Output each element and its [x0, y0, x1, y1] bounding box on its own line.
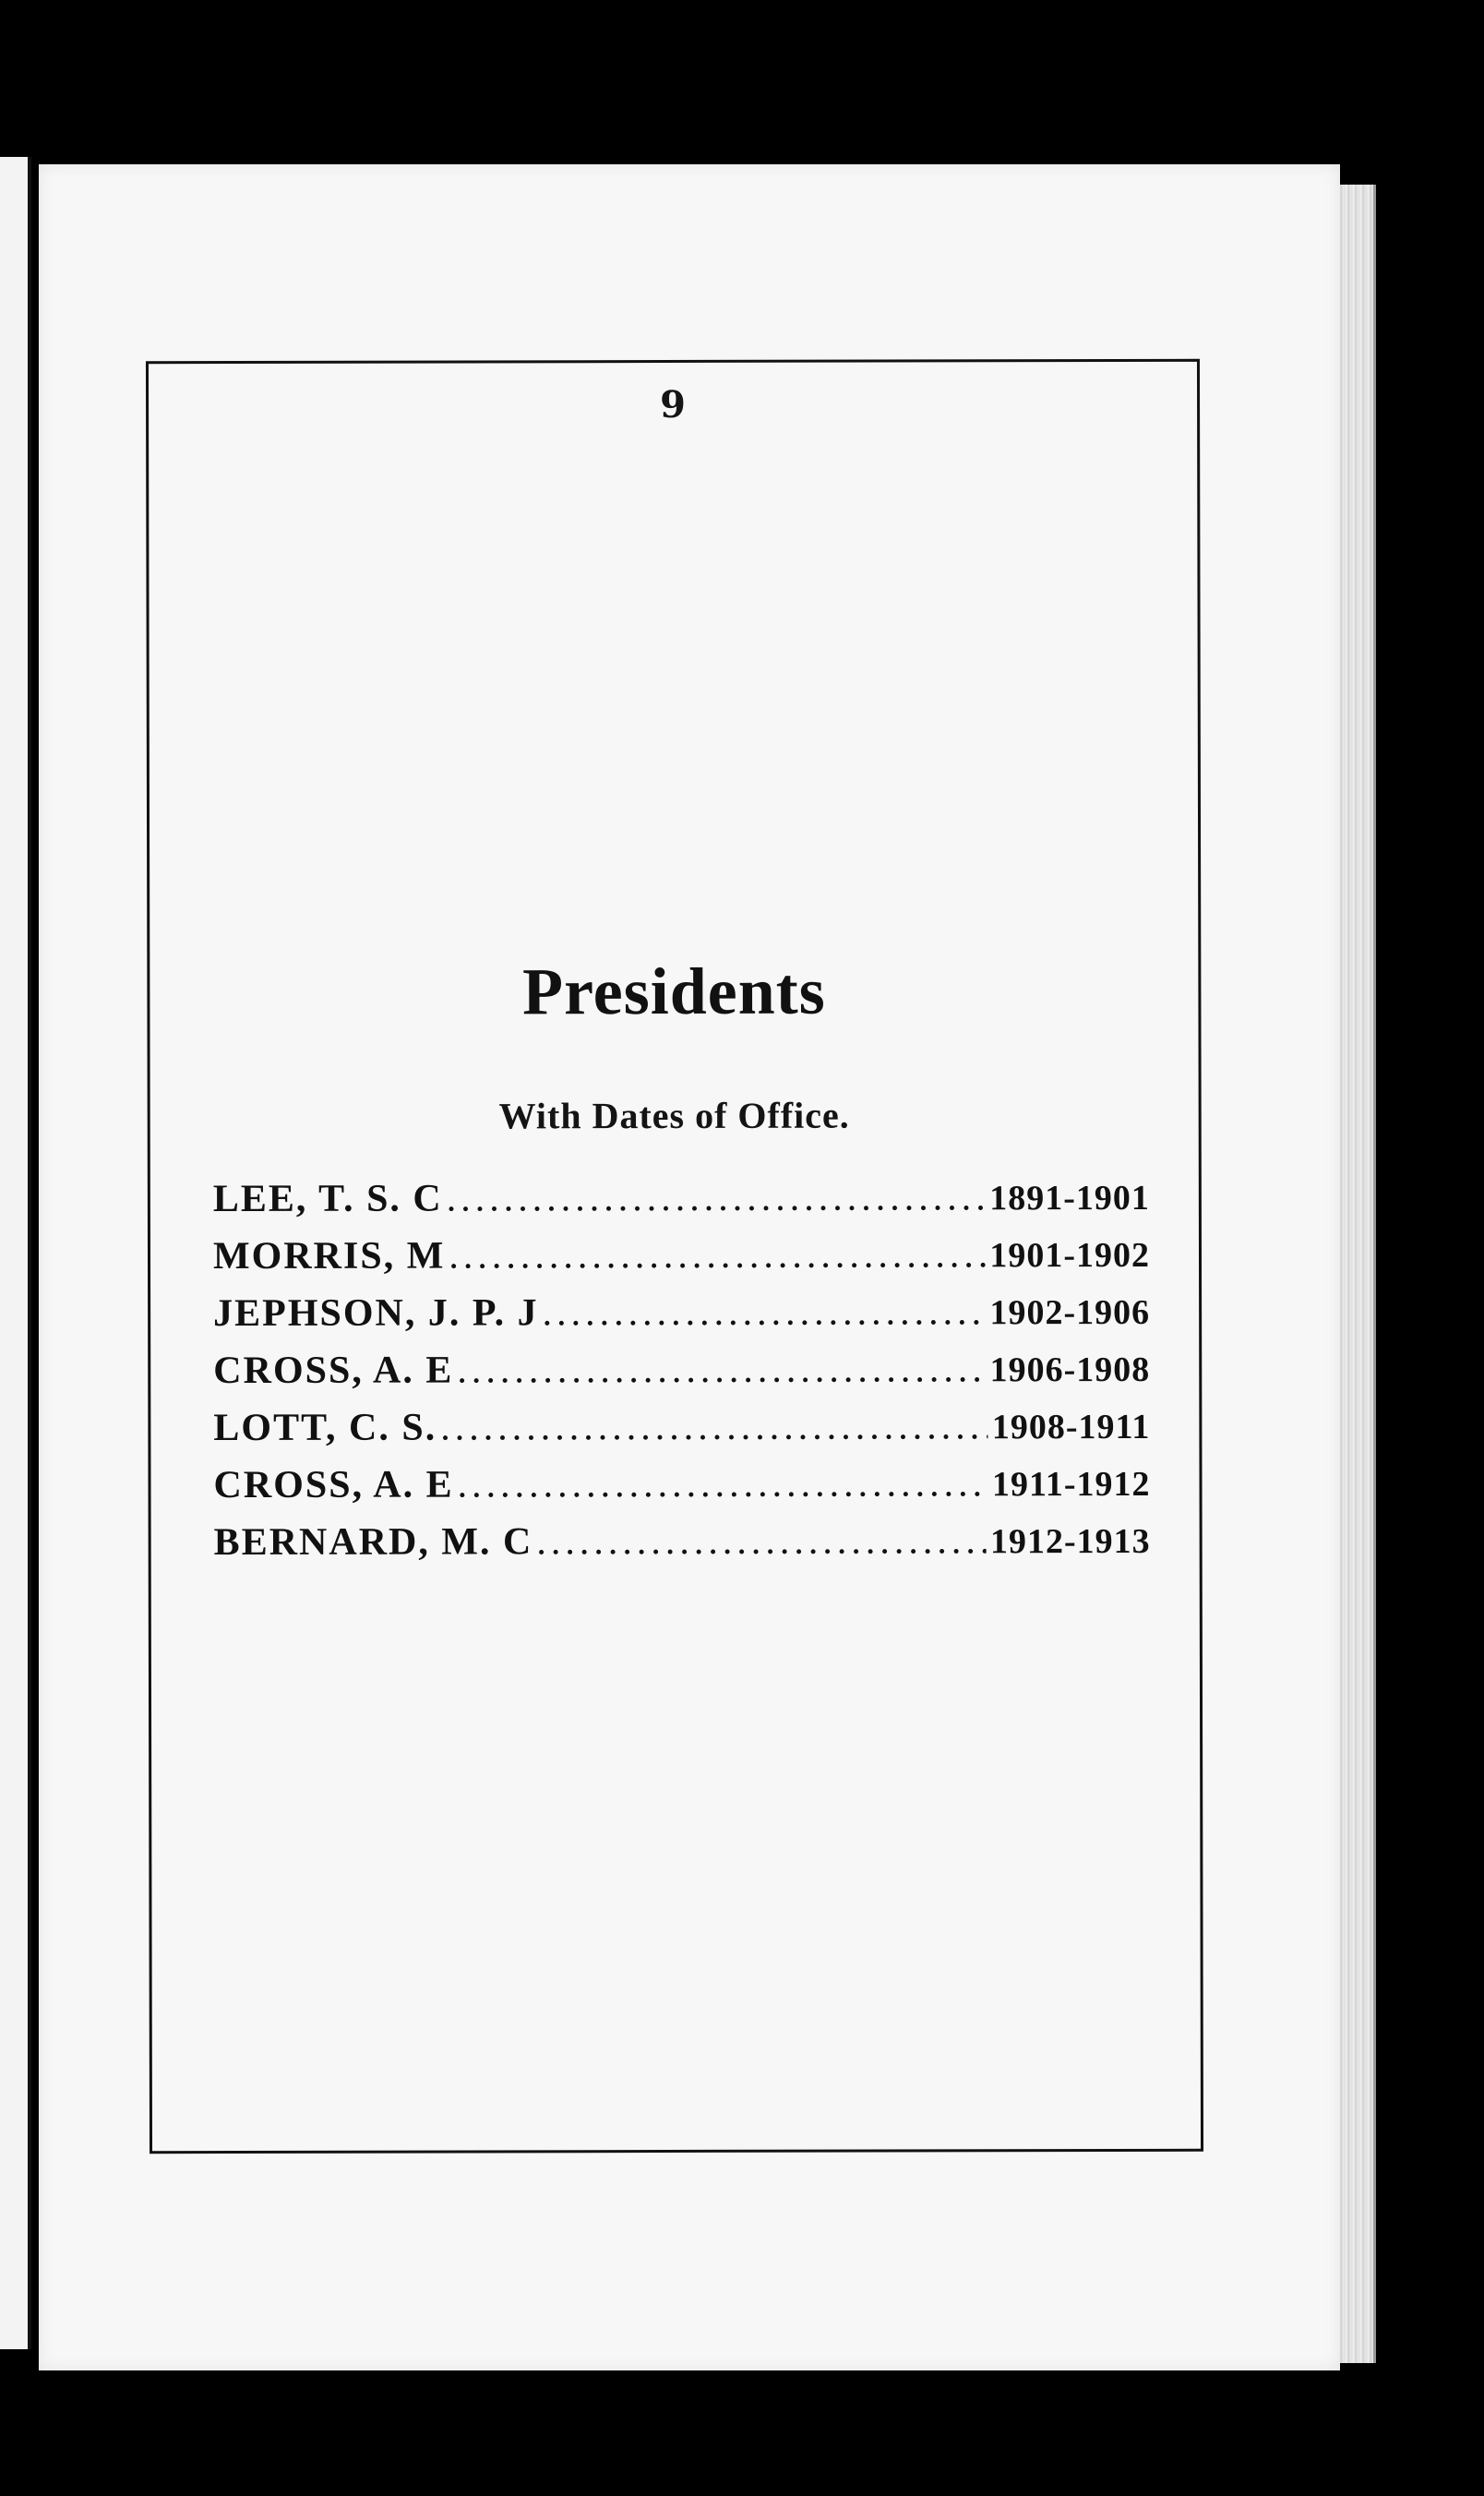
list-item [213, 1170, 1150, 1229]
facing-page-edge [0, 157, 31, 2349]
term-years: 1901-1902 [989, 1235, 1151, 1276]
page-subtitle: With Dates of Office. [498, 1094, 850, 1137]
president-name: LOTT, C. S. [213, 1406, 437, 1450]
dot-leader [449, 1227, 986, 1284]
term-years: 1908-1911 [991, 1407, 1151, 1447]
dot-leader [536, 1513, 987, 1570]
dot-leader [458, 1456, 988, 1513]
dot-leader [447, 1170, 987, 1227]
term-years: 1906-1908 [989, 1350, 1151, 1390]
term-years: 1902-1906 [989, 1292, 1151, 1333]
president-name: JEPHSON, J. P. J [213, 1291, 539, 1336]
page-number: 9 [660, 382, 687, 427]
list-item [213, 1456, 1150, 1515]
term-years: 1912-1913 [989, 1521, 1151, 1562]
president-name: CROSS, A. E [213, 1463, 454, 1507]
term-years: 1911-1912 [991, 1464, 1151, 1505]
dot-leader [440, 1398, 988, 1456]
president-name: LEE, T. S. C [212, 1177, 443, 1221]
dot-leader [457, 1341, 986, 1398]
page-border-frame [146, 359, 1203, 2154]
dot-leader [543, 1284, 987, 1341]
list-item [213, 1398, 1150, 1458]
list-item [214, 1513, 1151, 1572]
list-item [213, 1341, 1150, 1400]
term-years: 1891-1901 [989, 1178, 1150, 1218]
list-item [213, 1284, 1150, 1343]
page-title: Presidents [521, 954, 826, 1029]
president-name: MORRIS, M [212, 1234, 446, 1278]
book-page [39, 164, 1340, 2370]
page-edge-stack [1336, 185, 1376, 2363]
presidents-list [213, 1170, 1151, 1572]
president-name: BERNARD, M. C [213, 1520, 533, 1565]
president-name: CROSS, A. E [213, 1349, 454, 1393]
list-item [213, 1227, 1150, 1286]
